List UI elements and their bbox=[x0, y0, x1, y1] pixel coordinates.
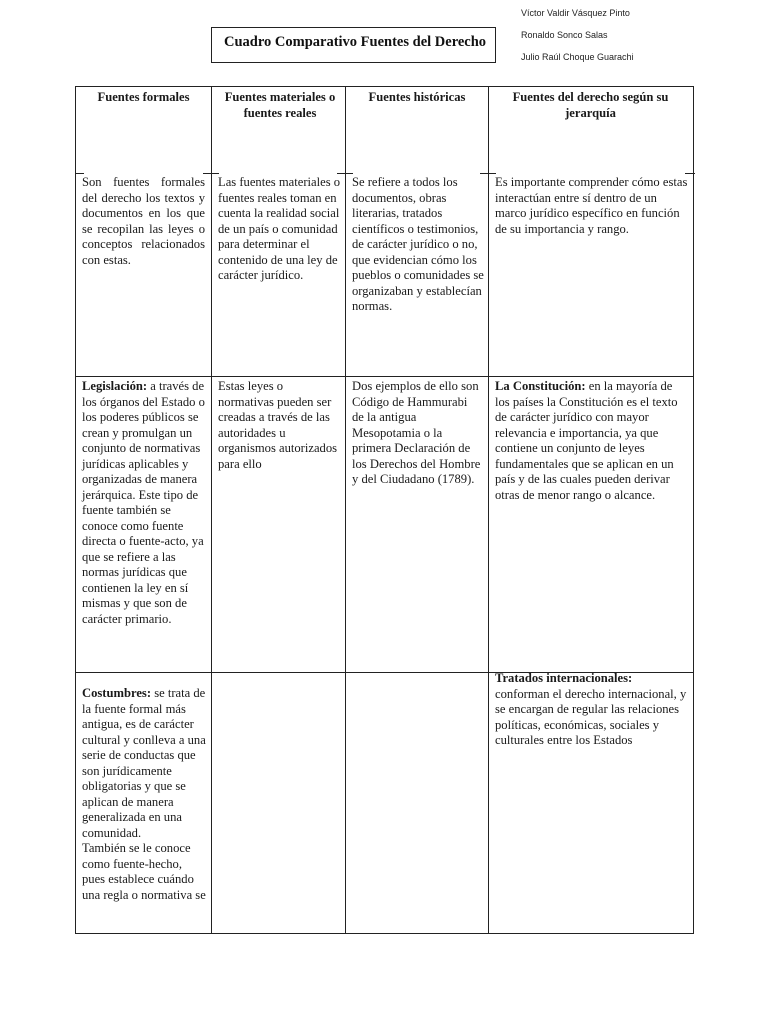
table-cell bbox=[82, 379, 206, 627]
column-header: Fuentes del derecho según su jerarquía bbox=[512, 90, 669, 120]
column-divider bbox=[211, 87, 212, 933]
cell-text: en la mayoría de los países la Constitución es el texto de carácter jurídico con mayor relevancia e importancia, ya que contiene un conjunto de leyes fundamentales que se aplican en un país y de las cuales pueden derivar otras de menor rango o alcance. bbox=[495, 379, 678, 502]
cell-text: a través de los órganos del Estado o los poderes públicos se crean y promulgan un conjunto de normativas jurídicas aplicables y organizadas de manera jerárquica. Este tipo de fuente también se conoce como fuente directa o fuente-acto, ya que se refiere a las normas jurídicas que contienen la ley en sí mismas y que son de carácter primario. bbox=[82, 379, 205, 626]
comparison-table bbox=[75, 86, 694, 934]
row-divider bbox=[76, 376, 693, 377]
cell-text: se trata de la fuente formal más antigua, es de carácter cultural y conlleva a una serie de conductas que son jurídicamente obligatorias y que se aplican de manera generalizada en una comunidad. bbox=[82, 686, 206, 840]
column-header: Fuentes formales bbox=[97, 90, 190, 104]
column-divider bbox=[488, 87, 489, 933]
term-label: Tratados internacionales: bbox=[495, 671, 633, 685]
table-cell bbox=[82, 686, 206, 903]
term-label: La Constitución: bbox=[495, 379, 586, 393]
header-marker bbox=[76, 173, 84, 174]
document-title: Cuadro Comparativo Fuentes del Derecho bbox=[211, 27, 496, 63]
cell-text: También se le conoce como fuente-hecho, pues establece cuándo una regla o normativa se bbox=[82, 841, 206, 902]
table-cell: Dos ejemplos de ello son Código de Hammurabi de la antigua Mesopotamia o la primera Declaración de los Derechos del Hombre y del Ciudadano (1789). bbox=[352, 379, 481, 486]
column-header: Fuentes materiales o fuentes reales bbox=[224, 90, 336, 120]
header-marker bbox=[685, 173, 695, 174]
author-name: Ronaldo Sonco Salas bbox=[521, 30, 608, 40]
table-cell: Son fuentes formales del derecho los textos y documentos en los que se recopilan las leyes o conceptos relacionados con estas. bbox=[82, 175, 205, 267]
column-divider bbox=[345, 87, 346, 933]
header-marker bbox=[480, 173, 496, 174]
header-marker bbox=[203, 173, 219, 174]
term-label: Costumbres: bbox=[82, 686, 152, 700]
table-cell: Es importante comprender cómo estas interactúan entre sí dentro de un marco jurídico específico en función de su importancia y rango. bbox=[495, 175, 688, 236]
author-name: Julio Raúl Choque Guarachi bbox=[521, 52, 634, 62]
author-list bbox=[521, 2, 634, 68]
cell-text: conforman el derecho internacional, y se encargan de regular las relaciones políticas, económicas, sociales y culturales entre los Estados bbox=[495, 686, 687, 747]
header-marker bbox=[337, 173, 353, 174]
term-label: Legislación: bbox=[82, 379, 148, 393]
column-header: Fuentes históricas bbox=[368, 90, 466, 104]
author-name: Víctor Valdir Vásquez Pinto bbox=[521, 8, 630, 18]
table-cell bbox=[495, 379, 689, 503]
table-cell bbox=[495, 671, 689, 749]
table-cell: Se refiere a todos los documentos, obras literarias, tratados científicos o testimonios, de carácter jurídico o no, que evidencian cómo los pueblos o comunidades se organizaban y establecían normas. bbox=[352, 175, 484, 313]
table-cell: Las fuentes materiales o fuentes reales toman en cuenta la realidad social de un país o comunidad para determinar el contenido de una ley de carácter jurídico. bbox=[218, 175, 341, 282]
table-cell: Estas leyes o normativas pueden ser creadas a través de las autoridades u organismos autorizados para ello bbox=[218, 379, 338, 471]
